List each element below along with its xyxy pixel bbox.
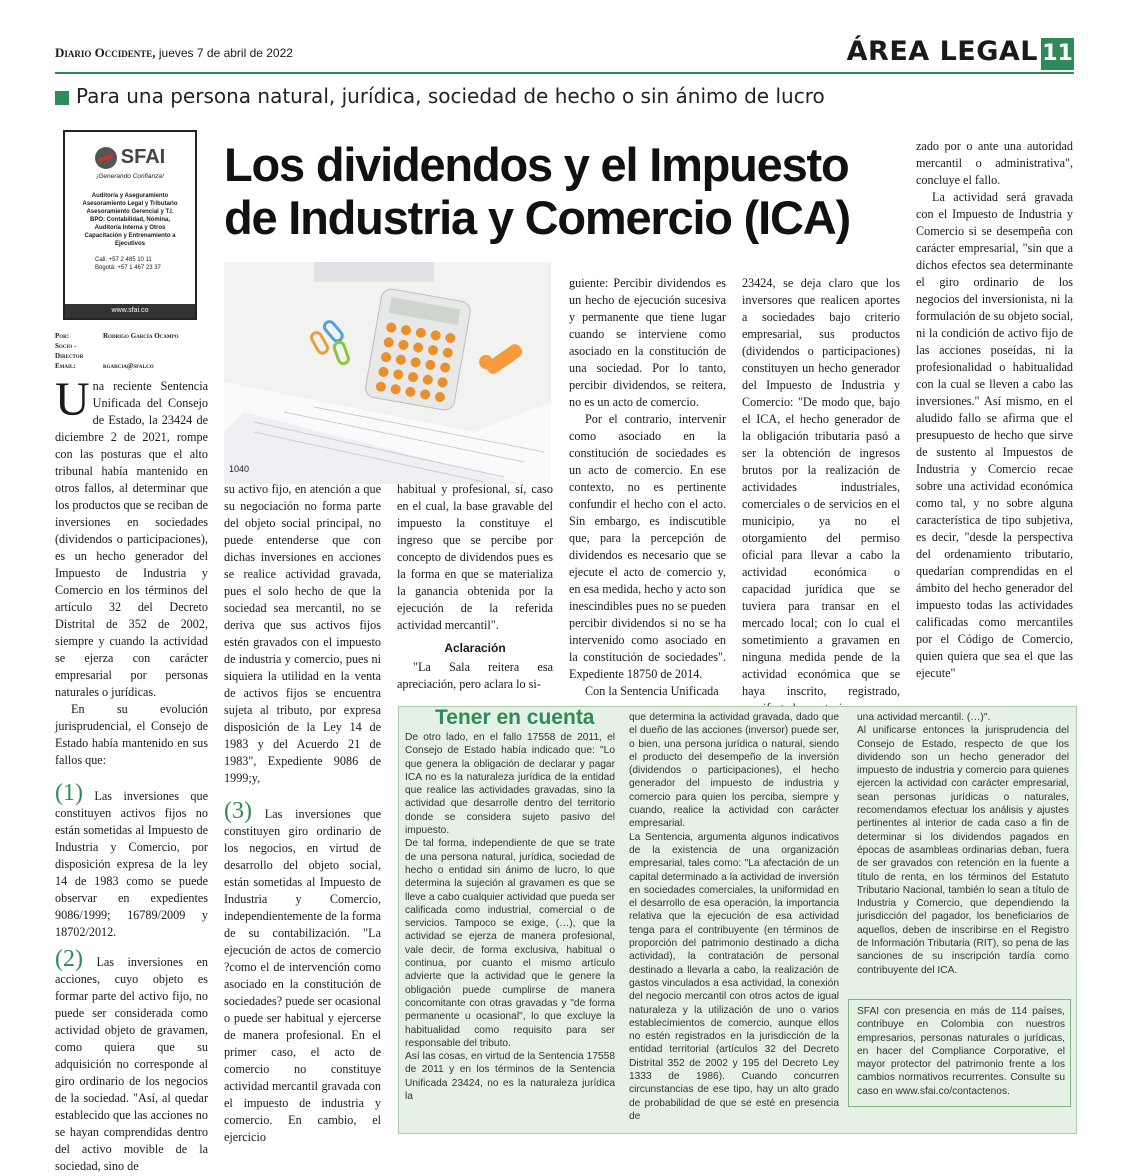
ad-services bbox=[65, 192, 195, 248]
article-paragraph: Por el contrario, intervenir como asociado en la constitución de sociedades es un acto de comercio. En ese contexto, no es pertinente confundir el hecho con el acto. Sin embargo, es indiscutible que, para la percepción de dividendos es necesario que se ejecute el acto de comercio y, en esa medida, hecho y acto son inescindibles pues no se pueden percibir dividendos si no se ha intervenido como asociado en la constitución de sociedades". Expediente 18750 de 2014. bbox=[569, 412, 726, 681]
article-paragraph: La actividad será gravada con el Impuesto de Industria y Comercio si se desempeña con carácter empresarial, "sin que a dichos efectos sea determinante el giro ordinario de los negocios del inversionista, ni la formulación de su objeto social, ni la condición de activo fijo de las acciones poseídas, ni la profesionalidad o habitualidad con la cual se lleven a cabo las inversiones." Así mismo, en el aludido fallo se afirma que el presupuesto de hecho que sirve de sustento al Impuestos de Industria y Comercio recae sobre una actividad económica como tal, y no sobre alguna característica de tipo subjetiva, es decir, "desde la perspectiva del ordenamiento tributario, quedarían comprendidas en el ámbito del hecho generador del impuesto todas las actividades calificadas como mercantiles por el Código de Comercio, quien quiera que sea el que las ejecute" bbox=[916, 190, 1073, 680]
email-label: Email: bbox=[55, 362, 76, 370]
article-paragraph: "La Sala reitera esa apreciación, pero aclara lo si- bbox=[397, 660, 553, 691]
ad-service-item: Auditoría y Aseguramiento bbox=[91, 193, 169, 199]
masthead bbox=[55, 45, 293, 61]
article-photo bbox=[224, 262, 551, 484]
dropcap: U bbox=[55, 373, 90, 426]
article-paragraph: 23424, se deja claro que los inversores que realicen aportes a sociedades bajo criterio empresarial, sus productos (dividendos o participaciones) constituyen un hecho generador del Impuesto de Industria y Comercio: "De modo que, bajo el ICA, el hecho generador de la obligación tributaria pasó a ser la obtención de ingresos brutos por la realización de actividades industriales, comerciales o de servicios en el municipio, ya no el otorgamiento del permiso oficial para llevar a cabo la actividad económica o capacidad jurídica que se tuviera para transar en el mercado local; con lo cual el sometimiento a gravamen en ninguna medida pende de la actividad económica que se haya inscrito, registrado, bbox=[742, 276, 900, 698]
svg-text:1040: 1040 bbox=[229, 464, 250, 474]
page-number: 11 bbox=[1041, 38, 1074, 70]
ad-service-item: Ejecutivos bbox=[114, 241, 145, 247]
kicker-square-icon bbox=[55, 91, 69, 105]
headline: Los dividendos y el Impuesto de Industria y Comercio (ICA) bbox=[224, 138, 850, 244]
sfai-note: SFAI con presencia en más de 114 países, contribuye en Colombia con nuestros empresarios, personas naturales o jurídicas, en hacer del Compliance Corporative, el mayor protector del patrimonio frente a los cambios normativos recurrentes. Consulte su caso en www.sfai.co/contactenos. bbox=[857, 1006, 1065, 1097]
ad-phone: Cali: +57 2 485 10 11 bbox=[95, 257, 152, 263]
section-title: ÁREA LEGAL bbox=[846, 36, 1038, 67]
ad-phones bbox=[65, 256, 195, 272]
ad-service-item: Capacitación y Entrenamiento a bbox=[84, 233, 176, 239]
point-number: (1) bbox=[55, 780, 83, 806]
article-column-5 bbox=[742, 275, 900, 717]
byline bbox=[55, 331, 179, 371]
point-number: (2) bbox=[55, 946, 83, 972]
ad-service-item: Auditoría Interna y Otros bbox=[94, 225, 166, 231]
article-column-3 bbox=[397, 481, 553, 693]
article-paragraph: Las inversiones en acciones, cuyo objeto es formar parte del activo fijo, no puede ser considerada como actividad objeto de gravamen, como quiera que su adquisición no corresponde al giro ordinario de los negocios de la sociedad. "Así, al quedar establecido que las acciones no se hayan comprendidas dentro del activo movible de la sociedad, sino de bbox=[55, 955, 208, 1173]
article-column-2 bbox=[224, 481, 381, 1146]
sfai-logo bbox=[65, 146, 195, 169]
sfai-logo-icon bbox=[95, 147, 117, 169]
article-paragraph: Las inversiones que constituyen giro ordinario de los negocios, en virtud de desarrollo del objeto social, están sometidas al Impuesto de Industria y Comercio, independientemente de la forma de su contabilización. "La ejecución de actos de comercio ?como el de intervención como asociado en la constitución de sociedades? puede ser ocasional o puede ser habitual y ejercerse de manera profesional. En el primer caso, el acto de comercio no constituye actividad mercantil gravada con el impuesto de industria y comercio. En cambio, el ejercicio bbox=[224, 807, 381, 1144]
box-column-3 bbox=[857, 711, 1069, 977]
ad-phone: Bogotá: +57 1 467 23 37 bbox=[95, 265, 161, 271]
subheading: Aclaración bbox=[444, 641, 506, 655]
article-paragraph: En su evolución jurisprudencial, el Consejo de Estado había mantenido en sus fallos que: bbox=[55, 702, 208, 767]
box-paragraph: Al unificarse entonces la jurisprudencia del Consejo de Estado, respecto de que los dividendo son un hecho generador del impuesto de industria y comercio para quienes ejercen la actividad con carácter empresarial, sean personas jurídicas o naturales, recomendamos efectuar los análisis y ajustes pertinentes al interior de cada caso a fin de determinar si los dividendos pagados en épocas de asambleas ordinarias deban, fuera de ser gravados con retención en la fuente a título de renta, en los términos del Estatuto Tributario Nacional, también lo sean a título de Industria y Comercio, que dependiendo la jurisdicción del pagador, los beneficiarios de aquellos, deben de inscribirse en el Registro de Información Tributaria (RIT), so pena de las sanciones de su inscripción tardía como contribuyente del ICA. bbox=[857, 725, 1069, 976]
kicker: Para una persona natural, jurídica, sociedad de hecho o sin ánimo de lucro bbox=[76, 84, 825, 108]
article-paragraph: na reciente Sentencia Unificada del Consejo de Estado, la 23424 de diciembre 2 de 2021, rompe con las posturas que el alto tribunal había mantenido en otros fallos, al determinar que los productos que se reciban de inversiones en sociedades (dividendos o participaciones), es un hecho generador del Impuesto de Industria y Comercio en los términos del artículo 32 del Decreto Distrital de 352 de 2002, siempre y cuando la actividad se ejerza con carácter empresarial por personas naturales o jurídicas. bbox=[55, 379, 208, 699]
article-paragraph: su activo fijo, en atención a que su negociación no forma parte del objeto social principal, no puede entenderse que con dichas inversiones en acciones se realice actividad gravada, pues el solo hecho de que la sociedad sea mercantil, no se deriva que sus activos fijos estén gravados con el impuesto de industria y comercio, pues ni siquiera la utilidad en la venta de activos fijos se encuentra sujeta al tributo, por expresa disposición de la Ley 14 de 1983 y del Acuerdo 21 de 1983", Expediente 9086 de 1999;y, bbox=[224, 482, 381, 785]
sfai-advertisement bbox=[63, 130, 197, 320]
article-paragraph: Las inversiones que constituyen activos fijos no están sometidas al Impuesto de Industria y Comercio, por disposición expresa de la ley 14 de 1983 como se puede observar en expedientes 9086/1999; 16789/2009 y 18702/2012. bbox=[55, 789, 208, 939]
article-paragraph: guiente: Percibir dividendos es un hecho de ejecución sucesiva y permanente que tiene lugar cuando se interviene como asociado en la constitución de una sociedad. Por lo tanto, percibir dividendos, se reitera, no es un acto de comercio. bbox=[569, 276, 726, 409]
box-paragraph: De tal forma, independiente de que se trate de una persona natural, jurídica, sociedad de hecho o entidad sin ánimo de lucro, lo que determina la sujeción al gravamen es que se lleve a cabo cualquier actividad que pueda ser calificada como industrial, comercial o de servicios. Tampoco se exige, (…), que la actividad se ejerza de manera profesional, vale decir, de forma exclusiva, habitual o continua, por cuanto el mismo artículo advierte que la actividad que le genere la obligación puede cumplirse de manera concomitante con otras gravadas y "de forma permanente u ocasional", lo que excluye la habitualidad como requisito para ser responsable del tributo. bbox=[405, 838, 615, 1049]
author-email[interactable]: rgarcia@sfai.co bbox=[103, 362, 154, 370]
ad-service-item: BPO: Contabilidad, Nómina, bbox=[89, 217, 170, 223]
byline-label: Por: bbox=[55, 332, 70, 340]
author-role: Socio - Director bbox=[55, 342, 84, 360]
box-column-2 bbox=[629, 711, 839, 1123]
box-paragraph: De otro lado, en el fallo 17558 de 2011, el Consejo de Estado había indicado que: "Lo que genera la obligación de declarar y pagar ICA no es la naturaleza jurídica de la entidad que realice las actividades gravadas, sino la actividad que desarrolle dentro del territorio donde se considera sujeto pasivo del impuesto. bbox=[405, 732, 615, 837]
newspaper-name: Diario Occidente, bbox=[55, 45, 156, 60]
box-column-1 bbox=[405, 731, 615, 1103]
article-column-6 bbox=[916, 138, 1073, 682]
issue-date: jueves 7 de abril de 2022 bbox=[158, 46, 293, 60]
ad-service-item: Asesoramiento Gerencial y T.I. bbox=[86, 209, 174, 215]
box-paragraph: una actividad mercantil. (…)". bbox=[857, 712, 991, 723]
author-name: Rodrigo García Ocampo bbox=[103, 332, 179, 340]
box-title: Tener en cuenta bbox=[435, 706, 595, 729]
ad-brand: SFAI bbox=[120, 146, 166, 168]
header-rule bbox=[55, 72, 1074, 74]
box-paragraph: La Sentencia, argumenta algunos indicativos de la existencia de una organización empresarial, tales como: "La afectación de un capital determinado a la actividad de inversión en sociedades comerciales, la uniformidad en el desarrollo de esa operación, la importancia relativa que la ejecución de esa actividad tenga para el contribuyente (en términos de proporción del patrimonio destinado a dicha actividad), la contratación de personal destinado a llevarla a cabo, la realización de gastos vinculados a esa actividad, la conexión del negocio mercantil con otros actos de igual naturaleza y la utilización de uno o varios establecimientos de comercio, aunque ellos no estén registrados en la jurisdicción de la entidad territorial (artículos 32 del Decreto Distrital 352 de 2002 y 195 del Decreto Ley 1333 de 1986). Cuando concurren circunstancias de ese tipo, hay un alto grado de probabilidad de que se esté en presencia de bbox=[629, 831, 839, 1122]
ad-url[interactable]: www.sfai.co bbox=[65, 304, 195, 318]
article-paragraph: habitual y profesional, sí, caso en el cual, la base gravable del impuesto la constituye el ingreso que se percibe por concepto de dividendos pues es la forma en que se materializa la ganancia obtenida por la ejecución de la referida actividad mercantil". bbox=[397, 482, 553, 632]
box-paragraph: Así las cosas, en virtud de la Sentencia 17558 de 2011 y en los términos de la Sentencia Unificada 23424, no es la naturaleza jurídica la bbox=[405, 1051, 615, 1103]
ad-tagline: ¡Generando Confianza! bbox=[96, 173, 164, 180]
calculator-documents-image bbox=[224, 262, 551, 484]
ad-service-item: Asesoramiento Legal y Tributario bbox=[82, 201, 178, 207]
article-paragraph: Con la Sentencia Unificada bbox=[585, 684, 719, 698]
point-number: (3) bbox=[224, 798, 252, 824]
box-paragraph: que determina la actividad gravada, dado que el dueño de las acciones (inversor) puede ser, o bien, una persona jurídica o natural, siendo el producto del desempeño de la inversión (dividendos o participaciones), el hecho generador del impuesto de industria y comercio para quien los perciba, siempre y cuando, realice la actividad con carácter empresarial. bbox=[629, 712, 839, 830]
article-column-4 bbox=[569, 275, 726, 700]
article-column-1 bbox=[55, 373, 208, 1175]
article-paragraph: zado por o ante una autoridad mercantil o administrativa", concluye el fallo. bbox=[916, 139, 1073, 187]
